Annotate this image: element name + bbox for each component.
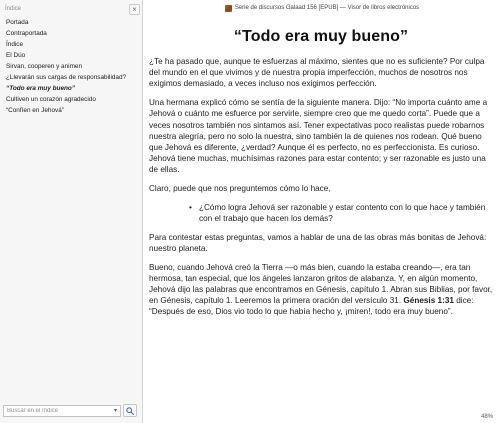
- index-title: Índice: [5, 6, 22, 12]
- index-item-confien[interactable]: “Confíen en Jehová”: [6, 107, 64, 114]
- paragraph-3: Claro, puede que nos preguntemos cómo lo hace,: [149, 184, 331, 194]
- index-item-sirvan[interactable]: Sirvan, cooperen y animen: [6, 63, 83, 70]
- paragraph-4: Para contestar estas preguntas, vamos a hablar de una de las obras más bonitas de Jehová: nuestro planeta.: [149, 232, 487, 253]
- paragraph-5: [149, 262, 493, 318]
- window-titlebar: [144, 3, 500, 13]
- index-list: [0, 17, 142, 116]
- window-title: Serie de discursos Galaad 156 [EPUB] — Visor de libros electrónicos: [234, 5, 420, 11]
- close-icon[interactable]: ×: [129, 4, 140, 15]
- paragraph-1: ¿Te ha pasado que, aunque te esfuerzas al máximo, sientes que no es suficiente? Por culpa del mundo en el que vivimos y de nuestra propia imperfección, muchos de nosotros nos exigimos demasiado, a veces incluso nos exigimos perfección.: [149, 57, 485, 89]
- reader-pane[interactable]: [144, 0, 500, 423]
- index-item-todo-era-muy-bueno[interactable]: “Todo era muy bueno”: [6, 85, 75, 92]
- index-header: [3, 3, 140, 15]
- index-item-contraportada[interactable]: Contraportada: [6, 30, 47, 37]
- chapter-title: “Todo era muy bueno”: [233, 28, 409, 45]
- index-search-row: [3, 404, 140, 417]
- index-panel: [0, 0, 143, 423]
- index-search-input[interactable]: [7, 408, 107, 414]
- index-item-indice[interactable]: Índice: [6, 41, 24, 48]
- search-button[interactable]: [123, 404, 137, 417]
- paragraph-2: Una hermana explicó cómo se sentía de la siguiente manera. Dijo: “No importa cuánto ame a Jehová o cuánto me esfuerce por servirle, siempre creo que me quedo corta”. Puede que a veces nosotros también nos sintamos así. Tener expectativas poco realistas puede robarnos nuestra alegría, pero no solo la nuestra, sino también la de quienes nos rodean. Qué bueno que Jehová es diferente, ¿verdad? Aunque él es perfecto, no es perfeccionista. Es curioso. Jehová tiene muchas, muchísimas razones para estar contento; y ser razonable es justo una de ellas.: [149, 98, 488, 175]
- question-list: [189, 202, 493, 224]
- chevron-down-icon[interactable]: ▾: [113, 408, 117, 414]
- reading-progress: 48%: [480, 414, 493, 420]
- index-item-cultiven[interactable]: Cultiven un corazón agradecido: [6, 96, 96, 103]
- index-item-el-duo[interactable]: El Dúo: [6, 52, 26, 59]
- book-content: [149, 20, 493, 325]
- search-icon: [126, 407, 134, 415]
- index-item-portada[interactable]: Portada: [6, 19, 29, 26]
- index-item-llevaran[interactable]: ¿Llevarán sus cargas de responsabilidad?: [6, 74, 127, 81]
- paragraph-5-quote: dice: “Después de eso, Dios vio todo lo que había hecho y, ¡miren!, todo era muy bueno”.: [149, 296, 474, 317]
- index-search-field[interactable]: [3, 405, 121, 417]
- ebook-viewer-icon: [225, 5, 232, 12]
- paragraph-5-text: Bueno, cuando Jehová creó la Tierra —o más bien, cuando la estaba creando—, era tan hermosa, tan especial, que los ángeles lanzaron gritos de alabanza. Y, en algún momento, Jehová dijo las palabras que encontramos en Génesis, capítulo 1. Abran sus Biblias, por favor, en Génesis, capítulo 1. Leeremos la primera oración del versículo 31.: [149, 262, 493, 306]
- scripture-reference[interactable]: Génesis 1:31: [403, 296, 454, 306]
- question-item: • ¿Cómo logra Jehová ser razonable y estar contento con lo que hace y también con el trabajo que hacen los demás?: [189, 202, 493, 224]
